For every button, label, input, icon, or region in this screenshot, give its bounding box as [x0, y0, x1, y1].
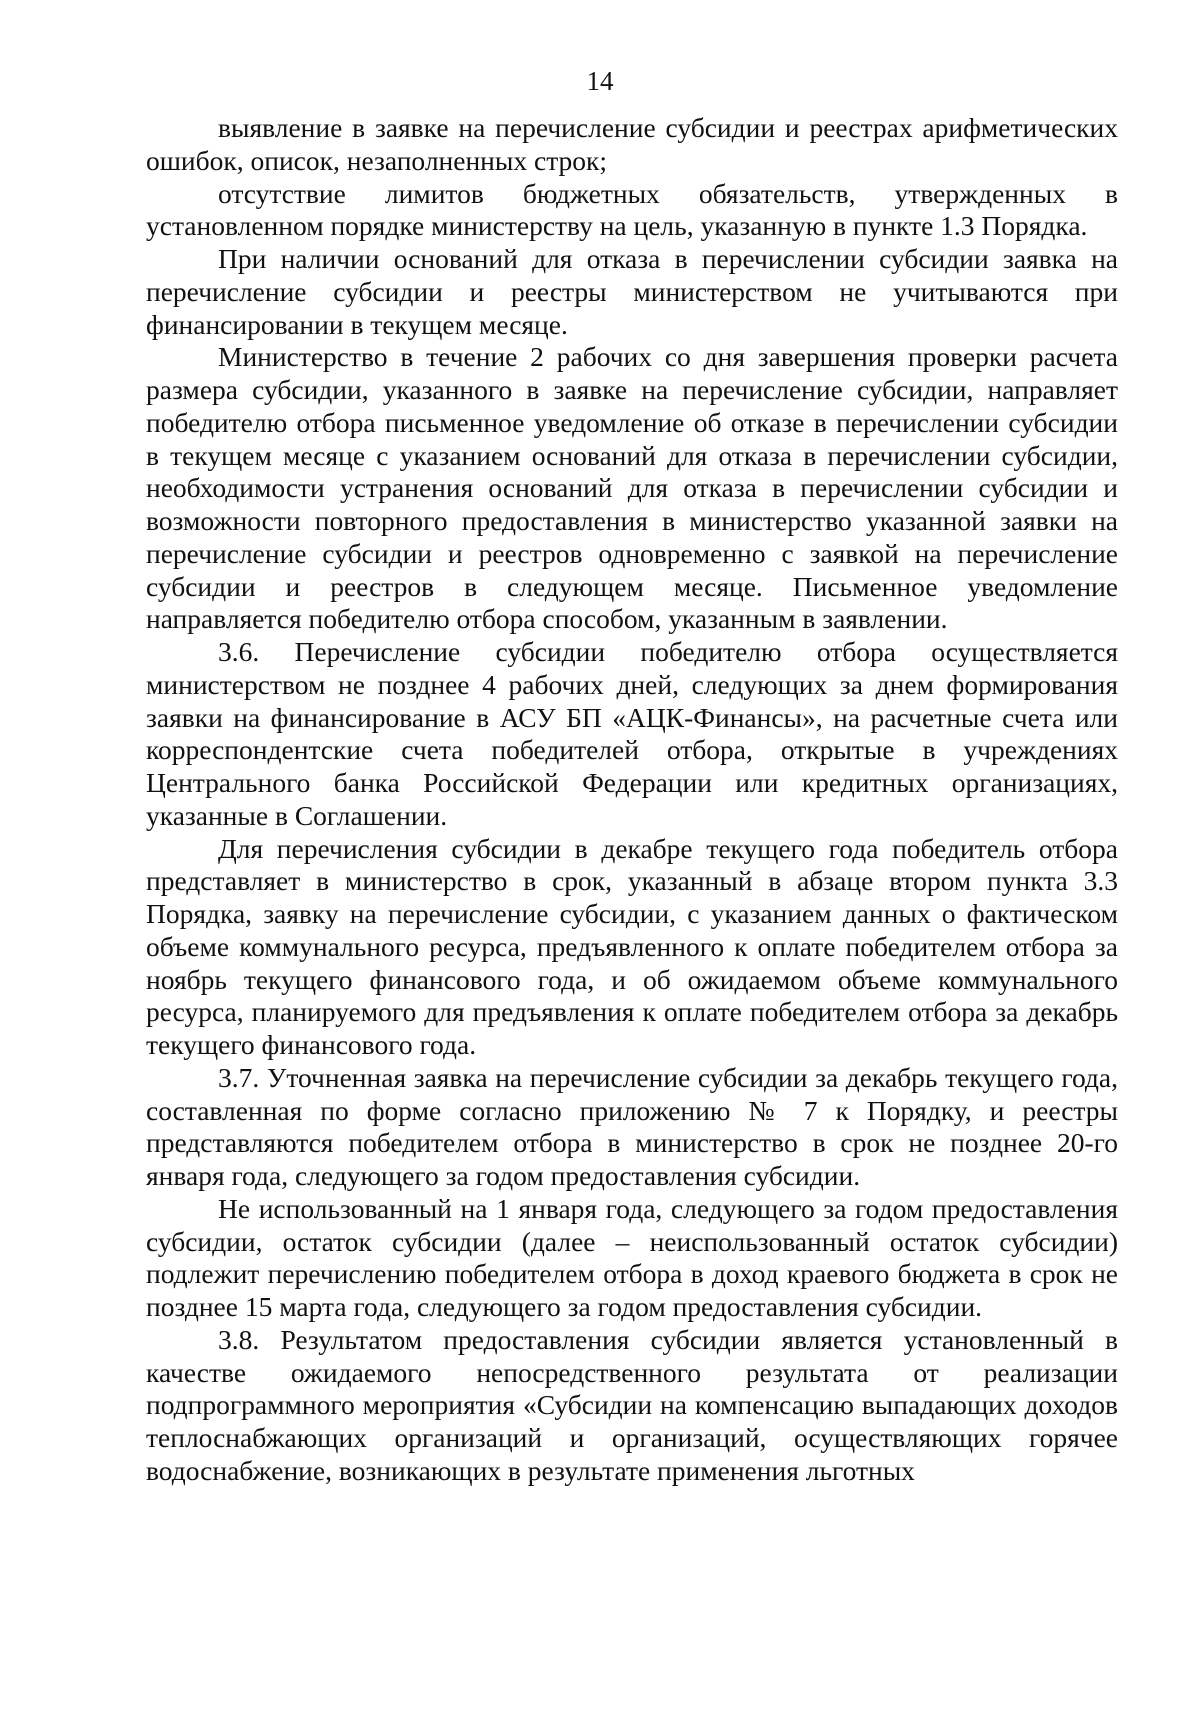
paragraph-refusal-grounds: При наличии оснований для отказа в перечислении субсидии заявка на перечисление субсидии и реестры министерством не учитываются при финансировании в текущем месяце. [146, 243, 1118, 340]
paragraph-december-transfer: Для перечисления субсидии в декабре текущего года победитель отбора представляет в министерство в срок, указанный в абзаце втором пункта 3.3 Порядка, заявку на перечисление субсидии, с указанием данных о фактическом объеме коммунального ресурса, предъявленного к оплате победителем отбора за ноябрь текущего финансового года, и об ожидаемом объеме коммунального ресурса, планируемого для предъявления к оплате победителем отбора за декабрь текущего финансового года. [146, 832, 1118, 1060]
paragraph-3-6: 3.6. Перечисление субсидии победителю отбора осуществляется министерством не позднее 4 рабочих дней, следующих за днем формирования заявки на финансирование в АСУ БП «АЦК-Финансы», на расчетные счета или корреспондентские счета победителей отбора, открытые в учреждениях Центрального банка Российской Федерации или кредитных организациях, указанные в Соглашении. [146, 636, 1118, 831]
page-number: 14 [586, 66, 614, 96]
paragraph-3-8: 3.8. Результатом предоставления субсидии является установленный в качестве ожидаемого непосредственного результата от реализации подпрограммного мероприятия «Субсидии на компенсацию выпадающих доходов теплоснабжающих организаций и организаций, осуществляющих горячее водоснабжение, возникающих в результате применения льготных [146, 1323, 1118, 1486]
paragraph-identify-errors: выявление в заявке на перечисление субсидии и реестрах арифметических ошибок, описок, незаполненных строк; [146, 112, 1118, 176]
paragraph-unused-balance: Не использованный на 1 января года, следующего за годом предоставления субсидии, остаток субсидии (далее – неиспользованный остаток субсидии) подлежит перечислению победителем отбора в доход краевого бюджета в срок не позднее 15 марта года, следующего за годом предоставления субсидии. [146, 1192, 1118, 1322]
paragraph-3-7: 3.7. Уточненная заявка на перечисление субсидии за декабрь текущего года, составленная по форме согласно приложению № 7 к Порядку, и реестры представляются победителем отбора в министерство в срок не позднее 20-го января года, следующего за годом предоставления субсидии. [146, 1061, 1118, 1191]
paragraph-ministry-notice: Министерство в течение 2 рабочих со дня завершения проверки расчета размера субсидии, указанного в заявке на перечисление субсидии, направляет победителю отбора письменное уведомление об отказе в перечислении субсидии в текущем месяце с указанием оснований для отказа в перечислении субсидии, необходимости устранения оснований для отказа в перечислении субсидии и возможности повторного предоставления в министерство указанной заявки на перечисление субсидии и реестров одновременно с заявкой на перечисление субсидии и реестров в следующем месяце. Письменное уведомление направляется победителю отбора способом, указанным в заявлении. [146, 341, 1118, 635]
paragraph-no-limits: отсутствие лимитов бюджетных обязательств, утвержденных в установленном порядке министерству на цель, указанную в пункте 1.3 Порядка. [146, 177, 1118, 242]
document-body [146, 112, 1118, 1488]
